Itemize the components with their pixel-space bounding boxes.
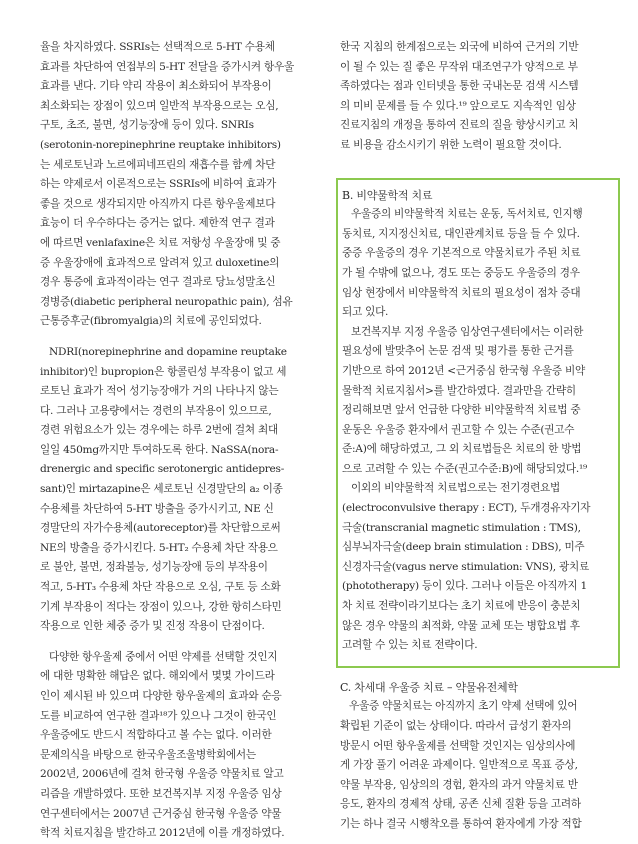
- text-line: 다양한 항우울제 중에서 어떤 약제를 선택할 것인지: [49, 650, 278, 663]
- text-line: NDRI(norepinephrine and dopamine reuptake: [49, 345, 287, 358]
- text-line: 로토닌 효과가 적어 성기능장애가 거의 나타나지 않는: [40, 385, 279, 398]
- spacer: [340, 156, 614, 178]
- text-line: 차 치료 전략이라기보다는 초기 치료에 반응이 충분치: [342, 600, 581, 613]
- text-line: 근통증후군(fibromyalgia)의 치료에 공인되었다.: [40, 315, 262, 328]
- text-line: 경우 통증에 효과적이라는 연구 결과로 당뇨성말초신: [40, 276, 276, 289]
- text-line: 하는 약제로서 이론적으로는 SSRIs에 비하여 효과가: [40, 178, 276, 191]
- paragraph-gap: [40, 637, 312, 648]
- paragraph-gap: [40, 332, 312, 343]
- text-line: 한국 지침의 한계점으로는 외국에 비하여 근거의 기반: [340, 41, 579, 53]
- text-line: 적고, 5-HT₃ 수용체 차단 작용으로 오심, 구토 등 소화: [40, 581, 281, 594]
- text-line: 수용체를 차단하여 5-HT 방출을 증가시키고, NE 신: [40, 502, 274, 515]
- text-line: 최소화되는 장점이 있으며 일반적 부작용으로는 오심,: [40, 99, 279, 112]
- text-line: 율을 차지하였다. SSRIs는 선택적으로 5-HT 수용체: [40, 41, 275, 53]
- text-line: 우울증의 비약물학적 치료는 운동, 독서치료, 인지행: [351, 208, 583, 221]
- text-line: 연구센터에서는 2007년 근거중심 한국형 우울증 약물: [40, 807, 282, 820]
- text-line: 로 불안, 불면, 정좌불능, 성기능장애 등의 부작용이: [40, 561, 268, 574]
- text-line: 운동은 우울증 환자에서 권고할 수 있는 수준(권고수: [342, 423, 575, 436]
- text-line: (serotonin-norepinephrine reuptake inhibitors): [40, 138, 281, 151]
- text-line: 작용으로 인한 체중 증가 및 진정 작용이 단점이다.: [40, 620, 265, 633]
- text-line: 경말단의 자가수용체(autoreceptor)를 차단함으로써: [40, 522, 281, 535]
- text-line: 리즘을 개발하였다. 또한 보건복지부 지정 우울증 임상: [40, 787, 282, 800]
- text-line: 진료지침의 개정을 통하여 진료의 질을 향상시키고 치: [340, 119, 579, 132]
- text-line: 다. 그러나 고용량에서는 경련의 부작용이 있으므로,: [40, 404, 272, 417]
- non-pharmacological-treatment-box: [336, 178, 620, 668]
- text-line: 에 따르면 venlafaxine은 치료 저항성 우울장애 및 중: [40, 236, 281, 249]
- text-line: 신경자극술(vagus nerve stimulation: VNS), 광치료: [342, 560, 589, 573]
- text-line: 기반으로 하여 2012년 <근거중심 한국형 우울증 비약: [342, 364, 585, 377]
- text-line: 는 세로토닌과 노르에피네프린의 재흡수를 함께 차단: [40, 158, 276, 171]
- text-line: 학적 치료지침을 발간하고 2012년에 이를 개정하였다.: [40, 827, 285, 840]
- section-b-title: B. 비약물학적 치료: [342, 188, 433, 202]
- text-line: 효과를 차단하여 연접부의 5-HT 전달을 증가시켜 항우울: [40, 60, 294, 73]
- text-line: 방문시 어떤 항우울제를 선택할 것인지는 임상의사에: [340, 739, 576, 752]
- text-line: 준:A)에 해당하였고, 그 외 치료법들은 치료의 한 방법: [342, 443, 582, 456]
- text-line: (electroconvulsive therapy : ECT), 두개경유자기자: [342, 502, 591, 515]
- text-line: 경병증(diabetic peripheral neuropathic pain), 섬유: [40, 295, 293, 308]
- text-line: 인이 제시된 바 있으며 다양한 항우울제의 효과와 순응: [40, 690, 282, 702]
- text-line: 일일 450mg까지만 투여하도록 한다. NaSSA(nora-: [40, 443, 279, 456]
- text-line: 효과를 낸다. 기타 약리 작용이 최소화되어 부작용이: [40, 80, 272, 93]
- text-line: 으로 고려할 수 있는 수준(권고수준:B)에 해당되었다.¹⁹: [342, 462, 587, 475]
- text-line: 필요성에 발맞추어 논문 검색 및 평가를 통한 근거를: [342, 345, 574, 358]
- text-line: drenergic and specific serotonergic antidepres-: [40, 463, 285, 476]
- text-line: 확립된 기준이 없는 상태이다. 따라서 급성기 환자의: [340, 720, 572, 732]
- text-line: 기는 하나 결국 시행착오를 통하여 환자에게 가장 적합: [340, 817, 582, 830]
- text-line: 극술(transcranial magnetic stimulation : TMS),: [342, 521, 581, 534]
- spacer: [340, 668, 614, 678]
- text-line: 게 가장 풀기 어려운 과제이다. 일반적으로 목표 증상,: [340, 759, 578, 772]
- text-line: 우울증 약물치료는 아직까지 초기 약제 선택에 있어: [349, 700, 578, 713]
- text-line: 문제의식을 바탕으로 한국우울조울병학회에서는: [40, 748, 256, 761]
- text-line: 도를 비교하여 연구한 결과¹⁸가 있으나 그것이 한국인: [40, 709, 277, 722]
- text-line: 좋을 것으로 생각되지만 아직까지 다른 항우울제보다: [40, 197, 276, 210]
- text-line: 동치료, 지지정신치료, 대인관계치료 등을 들 수 있다.: [342, 227, 580, 240]
- text-line: 고려할 수 있는 치료 전략이다.: [342, 639, 478, 652]
- text-line: 않은 경우 약물의 최적화, 약물 교체 또는 병합요법 후: [342, 619, 580, 632]
- text-line: 기계 부작용이 적다는 장점이 있으나, 강한 항히스타민: [40, 600, 282, 613]
- text-line: 응도, 환자의 경제적 상태, 공존 신체 질환 등을 고려하: [340, 798, 581, 811]
- text-line: 효능이 더 우수하다는 증거는 없다. 제한적 연구 결과: [40, 217, 275, 230]
- text-line: 가 될 수밖에 없으나, 경도 또는 중등도 우울증의 경우: [342, 266, 580, 279]
- text-line: 구토, 초조, 불면, 성기능장애 등이 있다. SNRIs: [40, 119, 254, 132]
- text-line: 2002년, 2006년에 걸쳐 한국형 우울증 약물치료 알고: [40, 768, 284, 781]
- text-line: 정리해보면 앞서 언급한 다양한 비약물학적 치료법 중: [342, 404, 581, 417]
- text-line: (phototherapy) 등이 있다. 그러나 이들은 아직까지 1: [342, 580, 587, 593]
- text-line: 족하였다는 점과 인터넷을 통한 국내논문 검색 시스템: [340, 80, 579, 93]
- text-line: NE의 방출을 증가시킨다. 5-HT₂ 수용체 차단 작용으: [40, 541, 278, 554]
- section-b-body: [342, 205, 618, 656]
- text-line: 증 우울장애에 효과적으로 알려져 있고 duloxetine의: [40, 256, 280, 269]
- text-line: 에 대한 명확한 해답은 없다. 해외에서 몇몇 가이드라: [40, 670, 275, 683]
- text-line: 물학적 치료지침서>를 발간하였다. 결과만을 간략히: [342, 384, 576, 397]
- intro-paragraph: [340, 38, 614, 156]
- text-line: 보건복지부 지정 우울증 임상연구센터에서는 이러한: [351, 325, 584, 338]
- left-column: [40, 38, 312, 844]
- text-line: 우울증에도 반드시 적합하다고 볼 수는 없다. 이러한: [40, 729, 272, 742]
- text-line: 중증 우울증의 경우 기본적으로 약물치료가 주된 치료: [342, 247, 581, 260]
- text-line: 임상 현장에서 비약물학적 치료의 필요성이 점차 증대: [342, 286, 581, 299]
- text-line: 경련 위험요소가 있는 경우에는 하루 2번에 걸쳐 최대: [40, 424, 278, 437]
- text-line: 약물 부작용, 임상의의 경험, 환자의 과거 약물치료 반: [340, 778, 578, 791]
- text-line: sant)인 mirtazapine은 세로토닌 신경말단의 a₂ 이종: [40, 483, 283, 496]
- text-line: 심부뇌자극술(deep brain stimulation : DBS), 미주: [342, 541, 585, 554]
- section-c-body: [340, 697, 614, 834]
- text-line: 의 미비 문제를 들 수 있다.¹⁹ 앞으로도 지속적인 임상: [340, 99, 576, 112]
- text-line: inhibitor)인 bupropion은 항콜린성 부작용이 없고 세: [40, 365, 287, 378]
- section-c-title: C. 차세대 우울증 치료 – 약물유전체학: [340, 680, 518, 694]
- text-line: 료 비용을 감소시키기 위한 노력이 필요할 것이다.: [340, 138, 562, 151]
- text-line: 되고 있다.: [342, 306, 389, 319]
- text-line: 이외의 비약물학적 치료법으로는 전기경련요법: [351, 482, 561, 495]
- right-column: [340, 38, 614, 835]
- text-line: 이 될 수 있는 질 좋은 무작위 대조연구가 양적으로 부: [340, 60, 578, 73]
